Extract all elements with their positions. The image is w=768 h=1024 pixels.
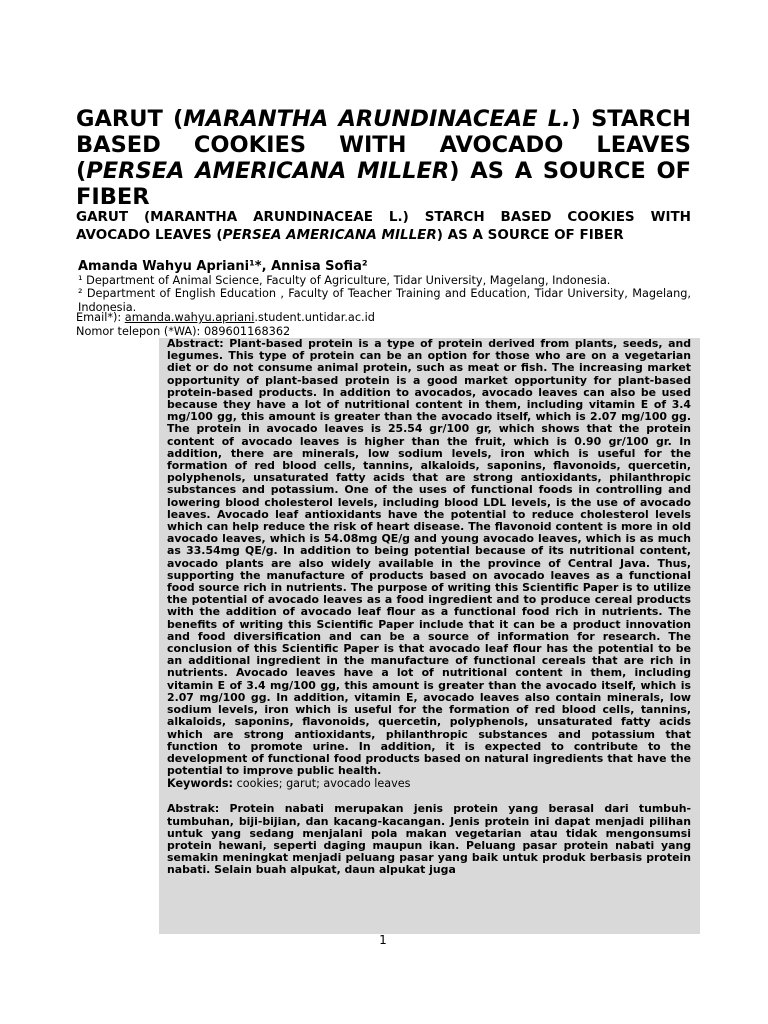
affiliation-2: ² Department of English Education , Faculty of Teacher Training and Education, Tidar University, Magelang, Indonesia.	[78, 287, 691, 314]
phone-line: Nomor telepon (*WA): 089601168362	[76, 325, 291, 338]
abstract-text: Abstract: Plant-based protein is a type of protein derived from plants, seeds, and legumes. This type of protein can be an option for those who are on a vegetarian diet or do not consume animal protein, such as meat or fish. The increasing market opportunity of plant-based protein is a good market opportunity for plant-based protein-based products. In addition to avocados, avocado leaves can also be used because they have a lot of nutritional content in them, including vitamin E of 3.4 mg/100 gg, this amount is greater than the avocado itself, which is 2.07 mg/100 gg. The protein in avocado leaves is 25.54 gr/100 gr, which shows that the protein content of avocado leaves is higher than the fruit, which is 0.90 gr/100 gr. In addition, there are minerals, low sodium levels, iron which is useful for the formation of red blood cells, tannins, alkaloids, saponins, flavonoids, quercetin, polyphenols, unsaturated fatty acids that are strong antioxidants, philanthropic substances and potassium. One of the uses of functional foods in controlling and lowering blood cholesterol levels, including blood LDL levels, is the use of avocado leaves. Avocado leaf antioxidants have the potential to reduce cholesterol levels which can help reduce the risk of heart disease. The flavonoid content is more in old avocado leaves, which is 54.08mg QE/g and young avocado leaves, which is as much as 33.54mg QE/g. In addition to being potential because of its nutritional content, avocado plants are also widely available in the province of Central Java. Thus, supporting the manufacture of products based on avocado leaves as a functional food source rich in nutrients. The purpose of writing this Scientific Paper is to utilize the potential of avocado leaves as a food ingredient and to produce cereal products with the addition of avocado leaf flour as a functional food rich in nutrients. The benefits of writing this Scientific Paper include that it can be a product innovation and food diversification and can be a source of information for research. The conclusion of this Scientific Paper is that avocado leaf flour has the potential to be an additional ingredient in the manufacture of functional cereals that are rich in nutrients. Avocado leaves have a lot of nutritional content in them, including vitamin E of 3.4 mg/100 gg, this amount is greater than the avocado itself, which is 2.07 mg/100 gg. In addition, vitamin E, avocado leaves also contain minerals, low sodium levels, iron which is useful for the formation of red blood cells, tannins, alkaloids, saponins, flavonoids, quercetin, polyphenols, unsaturated fatty acids which are strong antioxidants, philanthropic substances and potassium that function to promote urine. In addition, it is expected to contribute to the development of functional food products based on natural ingredients that have the potential to improve public health.	[167, 338, 691, 778]
paper-subtitle: GARUT (MARANTHA ARUNDINACEAE L.) STARCH BASED COOKIES WITH AVOCADO LEAVES (PERSEA AMERICANA MILLER) AS A SOURCE OF FIBER	[76, 209, 691, 243]
page-number: 1	[379, 933, 387, 947]
keywords-line	[167, 777, 691, 791]
keywords-value: cookies; garut; avocado leaves	[233, 777, 411, 791]
email-line: Email*): amanda.wahyu.apriani.student.untidar.ac.id	[76, 311, 375, 324]
abstract-box	[159, 338, 700, 934]
email-link[interactable]: amanda.wahyu.apriani	[124, 311, 255, 324]
affiliation-1: ¹ Department of Animal Science, Faculty of Agriculture, Tidar University, Magelang, Indonesia.	[78, 274, 611, 287]
author-list: Amanda Wahyu Apriani¹*, Annisa Sofia²	[78, 259, 368, 274]
abstrak-text: Abstrak: Protein nabati merupakan jenis protein yang berasal dari tumbuh-tumbuhan, biji-bijian, dan kacang-kacangan. Jenis protein ini dapat menjadi pilihan untuk yang sedang menjalani pola makan vegetarian atau tidak mengonsumsi protein hewani, seperti daging maupun ikan. Peluang pasar protein nabati yang semakin meningkat menjadi peluang pasar yang baik untuk produk berbasis protein nabati. Selain buah alpukat, daun alpukat juga	[167, 802, 691, 877]
paper-title: GARUT (MARANTHA ARUNDINACEAE L.) STARCH BASED COOKIES WITH AVOCADO LEAVES (PERSEA AMERICANA MILLER) AS A SOURCE OF FIBER	[76, 106, 691, 210]
keywords-label: Keywords:	[167, 777, 234, 791]
